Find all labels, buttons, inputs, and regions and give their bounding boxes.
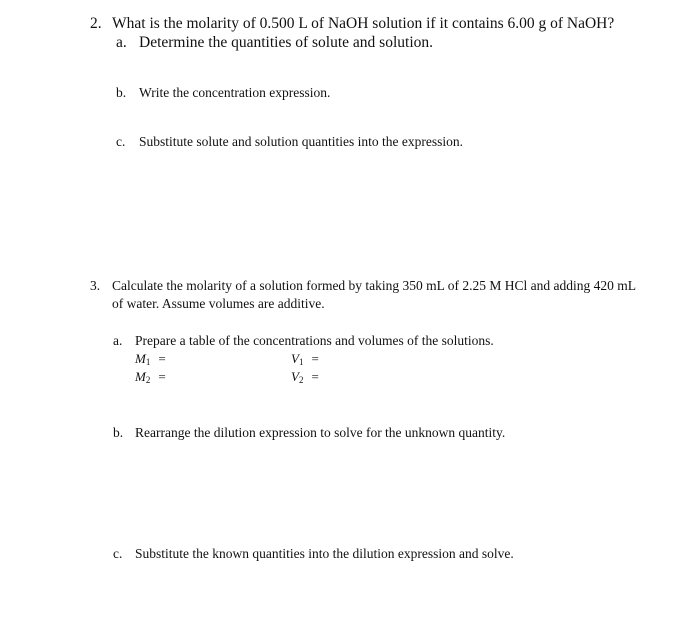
q3b-letter: b.: [113, 425, 124, 440]
m1-var: M: [135, 351, 146, 366]
m1-label: [135, 352, 166, 367]
m1-sub: 1: [145, 357, 151, 367]
q3c-letter: c.: [113, 546, 123, 561]
q3-text-line1: Calculate the molarity of a solution formed by taking 350 mL of 2.25 M HCl and adding 420 mL: [112, 278, 637, 293]
q2a-letter: a.: [116, 34, 127, 51]
q3-text-line2: of water. Assume volumes are additive.: [112, 296, 325, 311]
m2-equals: =: [158, 369, 166, 384]
q2c-text: Substitute solute and solution quantities into the expression.: [139, 134, 463, 149]
v2-var: V: [291, 369, 299, 384]
v1-equals: =: [311, 351, 319, 366]
v2-label: [291, 370, 319, 385]
m2-var: M: [135, 369, 146, 384]
v1-label: [291, 352, 319, 367]
v2-equals: =: [311, 369, 319, 384]
q2a-text: Determine the quantities of solute and solution.: [139, 34, 434, 51]
q2b-text: Write the concentration expression.: [139, 85, 331, 100]
m1-equals: =: [158, 351, 166, 366]
q2c-letter: c.: [116, 134, 126, 149]
q3a-text: Prepare a table of the concentrations and volumes of the solutions.: [135, 333, 494, 348]
v1-sub: 1: [298, 357, 304, 367]
v1-var: V: [291, 351, 299, 366]
m2-sub: 2: [145, 375, 151, 385]
q3c-text: Substitute the known quantities into the dilution expression and solve.: [135, 546, 514, 561]
q2-text: What is the molarity of 0.500 L of NaOH solution if it contains 6.00 g of NaOH?: [112, 15, 615, 32]
q3a-letter: a.: [113, 333, 123, 348]
v2-sub: 2: [298, 375, 304, 385]
q3-number: 3.: [90, 278, 101, 293]
m2-label: [135, 370, 166, 385]
q2-number: 2.: [90, 15, 102, 32]
q2b-letter: b.: [116, 85, 127, 100]
q3b-text: Rearrange the dilution expression to solve for the unknown quantity.: [135, 425, 506, 440]
